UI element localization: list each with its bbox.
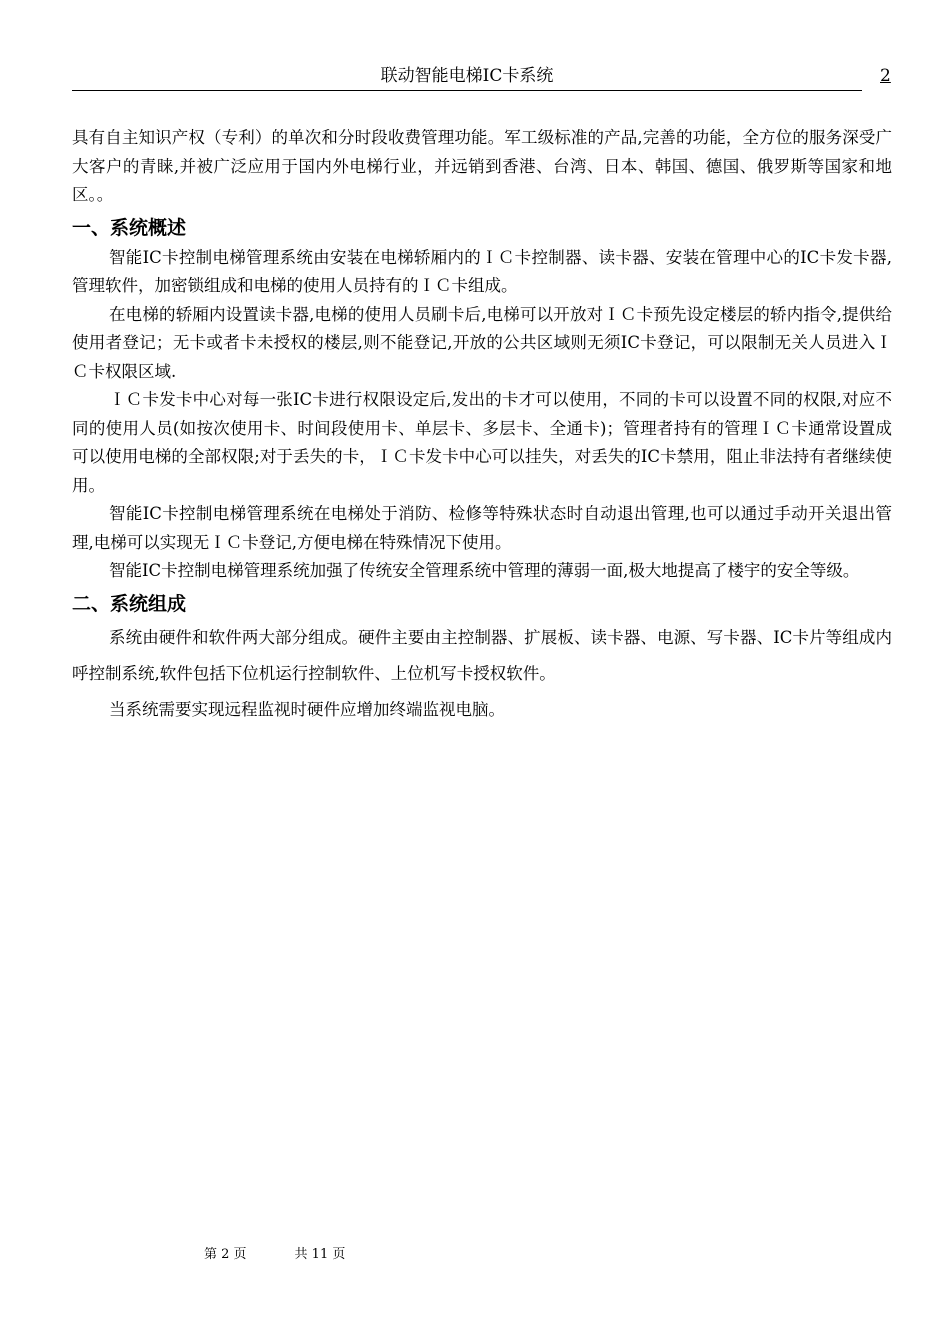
document-body [72,124,892,728]
composition-paragraph: 当系统需要实现远程监视时硬件应增加终端监视电脑。 [109,699,505,719]
page-footer [204,1246,393,1264]
section-heading-overview: 一、系统概述 [72,216,187,239]
overview-paragraph: 智能IC卡控制电梯管理系统在电梯处于消防、检修等特殊状态时自动退出管理,也可以通过手动开关退出管理,电梯可以实现无ＩＣ卡登记,方便电梯在特殊情况下使用。 [72,504,892,552]
section-heading-composition: 二、系统组成 [72,592,187,615]
page-header [72,62,862,91]
overview-paragraph: 智能IC卡控制电梯管理系统由安装在电梯轿厢内的ＩＣ卡控制器、读卡器、安装在管理中心的IC卡发卡器,管理软件，加密锁组成和电梯的使用人员持有的ＩＣ卡组成。 [72,247,892,295]
header-title: 联动智能电梯IC卡系统 [380,66,554,86]
header-page-number: 2 [880,66,891,86]
composition-paragraph: 系统由硬件和软件两大部分组成。硬件主要由主控制器、扩展板、读卡器、电源、写卡器、IC卡片等组成内呼控制系统,软件包括下位机运行控制软件、上位机写卡授权软件。 [72,627,892,683]
footer-total-pages: 共 11 页 [294,1247,346,1262]
overview-paragraph: ＩＣ卡发卡中心对每一张IC卡进行权限设定后,发出的卡才可以使用，不同的卡可以设置不同的权限,对应不同的使用人员(如按次使用卡、时间段使用卡、单层卡、多层卡、全通卡)；管理者持有的管理ＩＣ卡通常设置成可以使用电梯的全部权限;对于丢失的卡，ＩＣ卡发卡中心可以挂失，对丢失的IC卡禁用，阻止非法持有者继续使用。 [72,390,892,495]
footer-current-page: 第 2 页 [204,1247,247,1262]
overview-paragraph: 在电梯的轿厢内设置读卡器,电梯的使用人员刷卡后,电梯可以开放对ＩＣ卡预先设定楼层的轿内指令,提供给使用者登记；无卡或者卡未授权的楼层,则不能登记,开放的公共区域则无须IC卡登记，可以限制无关人员进入ＩＣ卡权限区域. [72,304,892,381]
overview-paragraph: 智能IC卡控制电梯管理系统加强了传统安全管理系统中管理的薄弱一面,极大地提高了楼宇的安全等级。 [109,561,860,580]
intro-paragraph: 具有自主知识产权（专利）的单次和分时段收费管理功能。军工级标准的产品,完善的功能，全方位的服务深受广大客户的青睐,并被广泛应用于国内外电梯行业，并远销到香港、台湾、日本、韩国、德国、俄罗斯等国家和地区。。 [72,128,892,204]
